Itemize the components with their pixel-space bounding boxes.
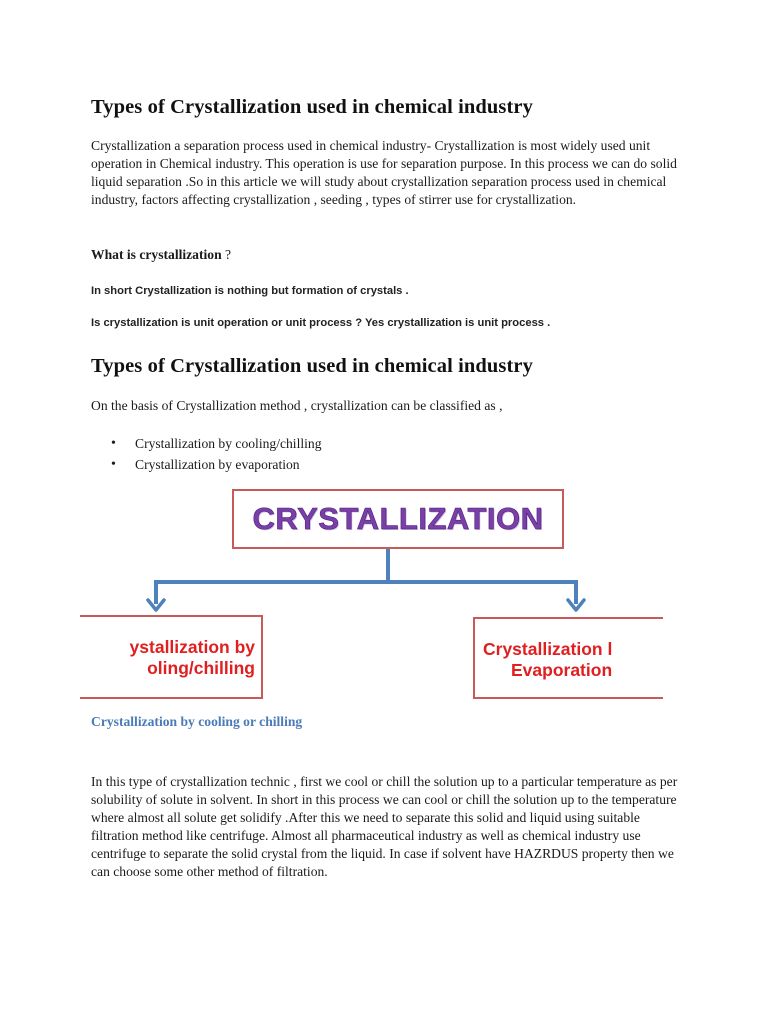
section-heading: Types of Crystallization used in chemical industry: [91, 355, 533, 377]
diagram-root-box: [232, 489, 564, 549]
diagram-evaporation-box: [473, 617, 663, 699]
cooling-box-line1: ystallization by: [129, 637, 255, 657]
diagram-cooling-box: [80, 615, 263, 699]
connector-vertical-top: [386, 549, 390, 583]
evaporation-box-line2: Evaporation: [511, 660, 613, 680]
connector-right-drop: [574, 580, 578, 604]
classification-list: [91, 433, 322, 475]
evaporation-box-line1: Crystallization l: [483, 639, 613, 659]
list-item: • Crystallization by evaporation: [91, 454, 322, 475]
intro-paragraph: Crystallization a separation process used in chemical industry- Crystallization is most widely used unit operation in Chemical industry. This operation is use for separation purpose. In this process we can do solid liquid separation .So in this article we will study about crystallization separation process used in chemical industry, factors affecting crystallization , seeding , types of stirrer use for crystallization.: [91, 138, 677, 207]
list-item: • Crystallization by cooling/chilling: [91, 433, 322, 454]
unit-process-line: Is crystallization is unit operation or unit process ? Yes crystallization is unit process .: [91, 317, 551, 329]
short-definition: In short Crystallization is nothing but formation of crystals .: [91, 285, 409, 297]
classification-intro: On the basis of Crystallization method , crystallization can be classified as ,: [91, 398, 503, 413]
cooling-box-label: [130, 637, 255, 679]
evaporation-box-label: [483, 639, 612, 681]
question-mark: ?: [221, 247, 232, 262]
question-bold: What is crystallization: [91, 247, 222, 262]
cooling-paragraph: In this type of crystallization technic , first we cool or chill the solution up to a particular temperature as per solubility of solute in solvent. In short in this process we can cool or chill the solution up to the temperature where almost all solute get solidify .After this we need to separate this solid and liquid using suitable filtration method like centrifuge. Almost all pharmaceutical industry as well as chemical industry use centrifuge to separate the solid crystal from the liquid. In case if solvent have HAZRDUS property then we can choose some other method of filtration.: [91, 774, 678, 879]
arrow-down-icon: [146, 598, 166, 614]
subsection-heading: Crystallization by cooling or chilling: [91, 714, 303, 729]
page-title: Types of Crystallization used in chemical industry: [91, 96, 533, 118]
diagram-root-label: CRYSTALLIZATION: [252, 501, 544, 536]
cooling-box-line2: oling/chilling: [147, 658, 255, 678]
connector-horizontal: [154, 580, 578, 584]
connector-left-drop: [154, 580, 158, 604]
question-line: [91, 246, 681, 264]
arrow-down-icon: [566, 598, 586, 614]
